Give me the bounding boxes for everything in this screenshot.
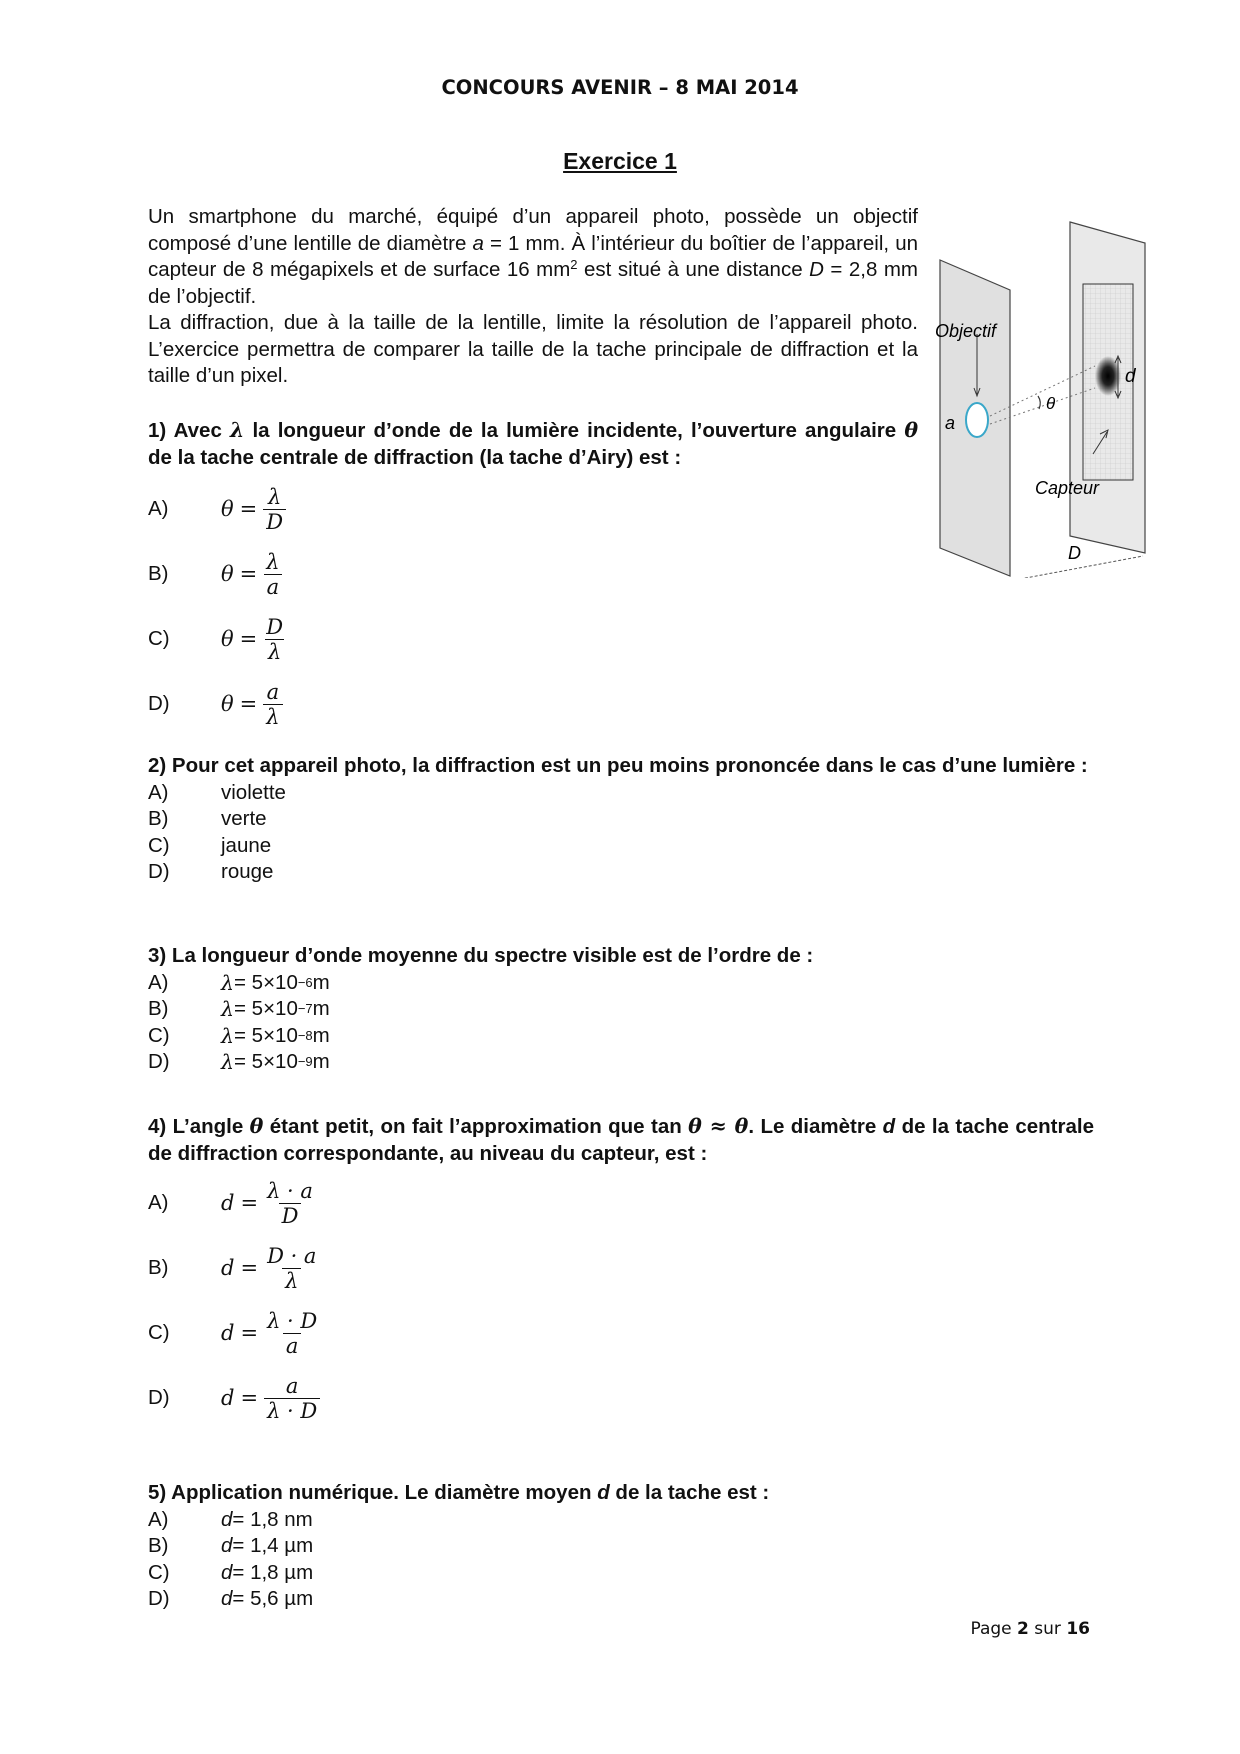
question-3	[148, 943, 1094, 1076]
question-4	[148, 1113, 1094, 1431]
question-4-title: 4) L’angle θ étant petit, on fait l’approximation que tan θ ≈ θ. Le diamètre d de la tache centrale de diffraction correspondante, au niveau du capteur, est :	[148, 1114, 1094, 1165]
question-2	[148, 753, 1094, 886]
figure-label-capteur: Capteur	[1035, 478, 1100, 498]
q5-option-b[interactable]: B) d = 1,4 µm	[148, 1534, 314, 1557]
q2-option-a[interactable]: A) violette	[148, 780, 286, 804]
figure-label-theta: θ	[1046, 394, 1056, 413]
q4-option-c[interactable]: C) d = $\frac{\lambda \cdot D}{a}$	[148, 1309, 318, 1358]
q4-option-a[interactable]: A) d = $\frac{\lambda \cdot a}{D}$	[148, 1179, 313, 1228]
q1-option-d[interactable]: D) θ = $\frac{a}{\lambda}$	[148, 672, 918, 737]
page-number: Page 2 sur 16	[970, 1619, 1090, 1639]
exercise-title: Exercice 1	[563, 148, 677, 174]
question-2-title: 2) Pour cet appareil photo, la diffraction est un peu moins prononcée dans le cas d’une lumière :	[148, 754, 1088, 777]
q2-option-d[interactable]: D) rouge	[148, 860, 274, 883]
question-1	[148, 417, 918, 737]
diffraction-figure	[935, 218, 1160, 578]
q3-option-a[interactable]: A) λ = 5×10 −6 m	[148, 970, 330, 995]
q5-option-c[interactable]: C) d = 1,8 µm	[148, 1560, 314, 1584]
q3-option-b[interactable]: B) λ = 5×10 −7 m	[148, 997, 330, 1021]
intro-text	[148, 204, 918, 390]
intro-paragraph-2: La diffraction, due à la taille de la lentille, limite la résolution de l’appareil photo. L’exercice permettra de comparer la taille de la tache principale de diffraction et la taille d’un pixel.	[148, 311, 918, 387]
q2-option-c[interactable]: C) jaune	[148, 833, 272, 857]
lens	[966, 403, 988, 437]
q1-option-b[interactable]: B) θ = $\frac{\lambda}{a}$	[148, 542, 918, 607]
q5-option-d[interactable]: D) d = 5,6 µm	[148, 1587, 314, 1610]
figure-label-a: a	[945, 413, 956, 433]
q3-option-c[interactable]: C) λ = 5×10 −8 m	[148, 1023, 330, 1048]
q4-option-d[interactable]: D) d = $\frac{a}{\lambda \cdot D}$	[148, 1366, 1094, 1431]
figure-label-objectif: Objectif	[935, 321, 997, 341]
q2-option-b[interactable]: B) verte	[148, 807, 267, 830]
q3-option-d[interactable]: D) λ = 5×10 −9 m	[148, 1050, 330, 1074]
question-5	[148, 1480, 1094, 1613]
q1-option-a[interactable]: A) θ = $\frac{\lambda}{D}$	[148, 477, 918, 542]
intro-paragraph-1: Un smartphone du marché, équipé d’un appareil photo, possède un objectif composé d’une lentille de diamètre a = 1 mm. À l’intérieur du boîtier de l’appareil, un capteur de 8 mégapixels et de surface 16 $mm^2$ est situé à une distance D = 2,8 mm de l’objectif.	[148, 205, 919, 308]
diffraction-spot	[1095, 356, 1121, 396]
exam-header: CONCOURS AVENIR – 8 MAI 2014	[441, 76, 799, 99]
question-3-title: 3) La longueur d’onde moyenne du spectre visible est de l’ordre de :	[148, 944, 814, 967]
q5-option-a[interactable]: A) d = 1,8 nm	[148, 1507, 313, 1531]
question-5-title: 5) Application numérique. Le diamètre moyen d de la tache est :	[148, 1481, 770, 1504]
q4-option-b[interactable]: B) d = $\frac{D \cdot a}{\lambda}$	[148, 1244, 317, 1293]
question-1-title: 1) Avec λ la longueur d’onde de la lumière incidente, l’ouverture angulaire θ de la tache centrale de diffraction (la tache d’Airy) est :	[148, 418, 918, 469]
q1-option-c[interactable]: C) θ = $\frac{D}{\lambda}$	[148, 615, 284, 664]
figure-label-d: d	[1125, 366, 1136, 387]
figure-label-D: D	[1068, 543, 1081, 563]
